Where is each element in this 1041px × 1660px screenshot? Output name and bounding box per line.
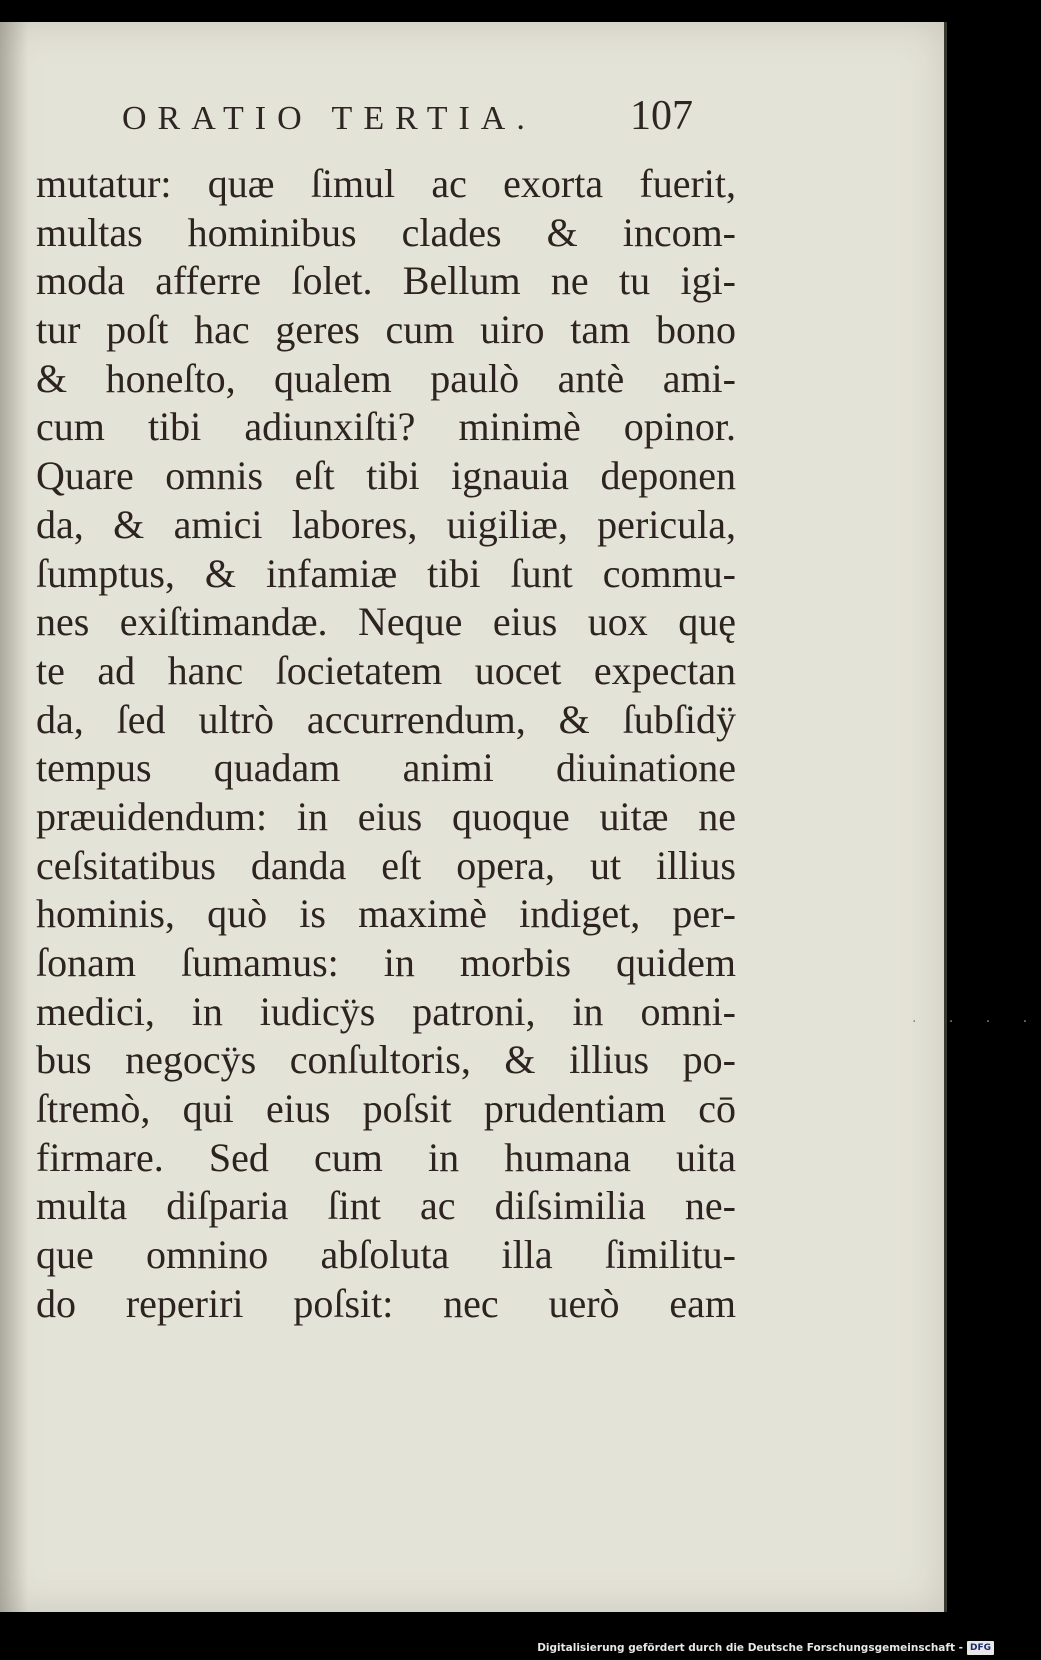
text-line: que omnino abſoluta illa ſimilitu- <box>36 1232 736 1278</box>
text-line: da, ſed ultrò accurrendum, & ſubſidÿ <box>36 696 736 742</box>
book-page <box>0 22 1041 1612</box>
text-line: da, & amici labores, uigiliæ, pericula, <box>36 501 736 547</box>
text-line: ſonam ſumamus: in morbis quidem <box>36 940 736 985</box>
text-line: ſtremò, qui eius poſsit prudentiam cō <box>36 1086 736 1132</box>
text-line: ſumptus, & infamiæ tibi ſunt commu- <box>36 550 736 596</box>
text-line: te ad hanc ſocietatem uocet expectan <box>36 647 736 693</box>
text-line: do reperiri poſsit: nec uerò eam <box>36 1280 736 1326</box>
text-line: cum tibi adiunxiſti? minimè opinor. <box>36 404 736 450</box>
funding-credit: Digitalisierung gefördert durch die Deutsche Forschungsgemeinschaft - <box>537 1642 963 1654</box>
page-number: 107 <box>630 93 693 139</box>
dfg-logo: DFG <box>967 1641 994 1655</box>
text-line: Quare omnis eſt tibi ignauia deponen <box>36 453 736 499</box>
text-line: tur poſt hac geres cum uiro tam bono <box>36 307 736 353</box>
text-line: nes exiſtimandæ. Neque eius uox quę <box>36 599 736 645</box>
running-head <box>0 93 944 160</box>
text-line: & honeſto, qualem paulò antè ami- <box>36 355 736 401</box>
text-line: ceſsitatibus danda eſt opera, ut illius <box>36 842 736 888</box>
text-line: firmare. Sed cum in humana uita <box>36 1134 736 1180</box>
text-line: mutatur: quæ ſimul ac exorta fuerit, <box>36 161 736 206</box>
body-text <box>36 160 736 1329</box>
text-line: præuidendum: in eius quoque uitæ ne <box>36 793 736 839</box>
text-line: hominis, quò is maximè indiget, per- <box>36 891 736 937</box>
text-line: moda afferre ſolet. Bellum ne tu igi- <box>36 258 736 304</box>
margin-marks: . . . . <box>912 1010 1041 1026</box>
text-line: medici, in iudicÿs patroni, in omni- <box>36 988 736 1034</box>
text-line: multas hominibus clades & incom- <box>36 209 736 255</box>
text-line: tempus quadam animi diuinatione <box>36 745 736 791</box>
running-head-title: ORATIO TERTIA. <box>122 100 536 137</box>
text-line: bus negocÿs conſultoris, & illius po- <box>36 1037 736 1083</box>
text-line: multa diſparia ſint ac diſsimilia ne- <box>36 1183 736 1229</box>
digitization-footer <box>537 1638 994 1658</box>
